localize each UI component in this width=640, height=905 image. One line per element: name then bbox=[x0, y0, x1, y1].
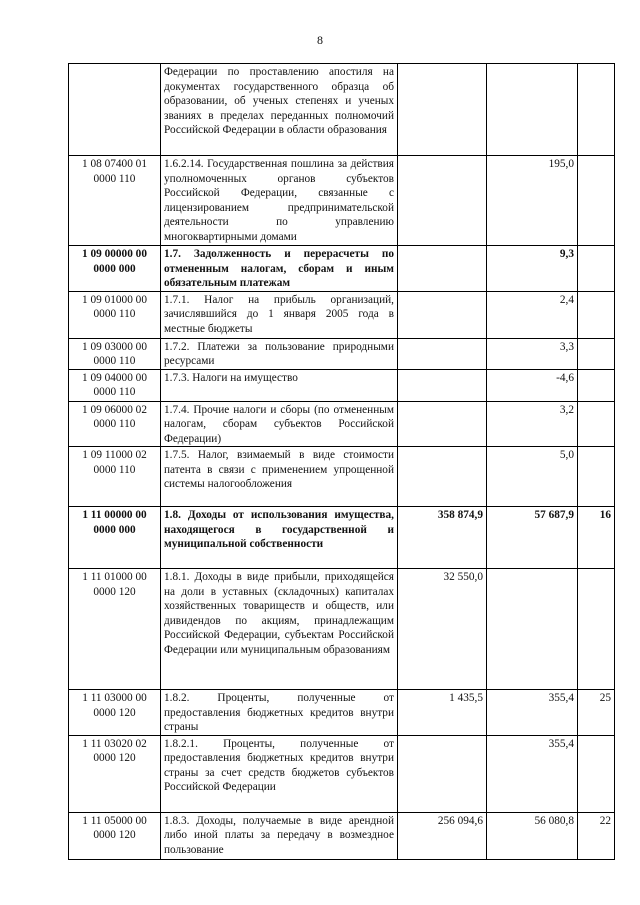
table-row bbox=[69, 338, 615, 369]
table-row bbox=[69, 64, 615, 156]
table-row bbox=[69, 569, 615, 690]
item-name-cell: Федерации по проставлению апостиля на документах государственного образца об образовании, об ученых степенях и ученых званиях в пределах переданных полномочий Российской Федерации в области образования bbox=[161, 64, 398, 156]
amount-plan-cell bbox=[398, 447, 487, 507]
budget-code-cell bbox=[69, 64, 161, 156]
amount-plan-cell: 358 874,9 bbox=[398, 507, 487, 569]
budget-code-cell: 1 11 03000 00 0000 120 bbox=[69, 690, 161, 736]
item-name-cell: 1.8. Доходы от использования имущества, находящегося в государственной и муниципальной собственности bbox=[161, 507, 398, 569]
budget-code-cell: 1 08 07400 01 0000 110 bbox=[69, 156, 161, 246]
item-name-cell: 1.8.2. Проценты, полученные от предоставления бюджетных кредитов внутри страны bbox=[161, 690, 398, 736]
table-row bbox=[69, 369, 615, 401]
amount-plan-cell bbox=[398, 401, 487, 447]
revenue-table bbox=[68, 63, 615, 860]
item-name-cell: 1.8.2.1. Проценты, полученные от предоставления бюджетных кредитов внутри страны за счет средств бюджетов субъектов Российской Федерации bbox=[161, 735, 398, 812]
amount-plan-cell bbox=[398, 291, 487, 338]
item-name-cell: 1.8.1. Доходы в виде прибыли, приходящейся на доли в уставных (складочных) капиталах хозяйственных товариществ и обществ, или дивидендов по акциям, принадлежащим Российской Федерации, субъектам Российской Федерации или муниципальным образованиям bbox=[161, 569, 398, 690]
percent-cell bbox=[578, 569, 615, 690]
amount-actual-cell: 3,3 bbox=[487, 338, 578, 369]
budget-code-cell: 1 09 03000 00 0000 110 bbox=[69, 338, 161, 369]
item-name-cell: 1.7.3. Налоги на имущество bbox=[161, 369, 398, 401]
amount-plan-cell: 1 435,5 bbox=[398, 690, 487, 736]
amount-plan-cell: 32 550,0 bbox=[398, 569, 487, 690]
item-name-cell: 1.7. Задолженность и перерасчеты по отмененным налогам, сборам и иным обязательным платежам bbox=[161, 246, 398, 292]
item-name-cell: 1.7.2. Платежи за пользование природными ресурсами bbox=[161, 338, 398, 369]
percent-cell: 25 bbox=[578, 690, 615, 736]
percent-cell bbox=[578, 291, 615, 338]
percent-cell bbox=[578, 369, 615, 401]
amount-actual-cell: 3,2 bbox=[487, 401, 578, 447]
percent-cell: 16 bbox=[578, 507, 615, 569]
budget-code-cell: 1 09 11000 02 0000 110 bbox=[69, 447, 161, 507]
table-row bbox=[69, 156, 615, 246]
table-row bbox=[69, 735, 615, 812]
percent-cell bbox=[578, 338, 615, 369]
percent-cell bbox=[578, 401, 615, 447]
percent-cell bbox=[578, 735, 615, 812]
table-row bbox=[69, 447, 615, 507]
table-row bbox=[69, 246, 615, 292]
table-row bbox=[69, 812, 615, 859]
amount-actual-cell: 56 080,8 bbox=[487, 812, 578, 859]
amount-actual-cell: -4,6 bbox=[487, 369, 578, 401]
amount-actual-cell: 9,3 bbox=[487, 246, 578, 292]
amount-plan-cell bbox=[398, 156, 487, 246]
budget-code-cell: 1 11 00000 00 0000 000 bbox=[69, 507, 161, 569]
amount-actual-cell: 355,4 bbox=[487, 690, 578, 736]
item-name-cell: 1.7.5. Налог, взимаемый в виде стоимости патента в связи с применением упрощенной системы налогообложения bbox=[161, 447, 398, 507]
amount-actual-cell: 2,4 bbox=[487, 291, 578, 338]
amount-actual-cell: 355,4 bbox=[487, 735, 578, 812]
budget-code-cell: 1 09 06000 02 0000 110 bbox=[69, 401, 161, 447]
table-row bbox=[69, 401, 615, 447]
amount-actual-cell: 5,0 bbox=[487, 447, 578, 507]
amount-actual-cell: 57 687,9 bbox=[487, 507, 578, 569]
percent-cell: 22 bbox=[578, 812, 615, 859]
item-name-cell: 1.7.4. Прочие налоги и сборы (по отмененным налогам, сборам субъектов Российской Федерации) bbox=[161, 401, 398, 447]
item-name-cell: 1.8.3. Доходы, получаемые в виде арендной либо иной платы за передачу в возмездное пользование bbox=[161, 812, 398, 859]
percent-cell bbox=[578, 447, 615, 507]
amount-plan-cell: 256 094,6 bbox=[398, 812, 487, 859]
amount-plan-cell bbox=[398, 246, 487, 292]
percent-cell bbox=[578, 156, 615, 246]
budget-code-cell: 1 09 01000 00 0000 110 bbox=[69, 291, 161, 338]
amount-actual-cell bbox=[487, 569, 578, 690]
amount-plan-cell bbox=[398, 64, 487, 156]
item-name-cell: 1.7.1. Налог на прибыль организаций, зачислявшийся до 1 января 2005 года в местные бюджеты bbox=[161, 291, 398, 338]
revenue-table-body bbox=[69, 64, 615, 860]
percent-cell bbox=[578, 64, 615, 156]
budget-code-cell: 1 09 00000 00 0000 000 bbox=[69, 246, 161, 292]
percent-cell bbox=[578, 246, 615, 292]
page-number: 8 bbox=[317, 33, 323, 47]
budget-code-cell: 1 09 04000 00 0000 110 bbox=[69, 369, 161, 401]
amount-plan-cell bbox=[398, 338, 487, 369]
table-row bbox=[69, 291, 615, 338]
table-row bbox=[69, 690, 615, 736]
amount-plan-cell bbox=[398, 735, 487, 812]
amount-actual-cell: 195,0 bbox=[487, 156, 578, 246]
budget-code-cell: 1 11 03020 02 0000 120 bbox=[69, 735, 161, 812]
amount-actual-cell bbox=[487, 64, 578, 156]
amount-plan-cell bbox=[398, 369, 487, 401]
item-name-cell: 1.6.2.14. Государственная пошлина за действия уполномоченных органов субъектов Российской Федерации, связанные с лицензированием предпринимательской деятельности по управлению многоквартирными домами bbox=[161, 156, 398, 246]
budget-code-cell: 1 11 05000 00 0000 120 bbox=[69, 812, 161, 859]
table-row bbox=[69, 507, 615, 569]
budget-code-cell: 1 11 01000 00 0000 120 bbox=[69, 569, 161, 690]
